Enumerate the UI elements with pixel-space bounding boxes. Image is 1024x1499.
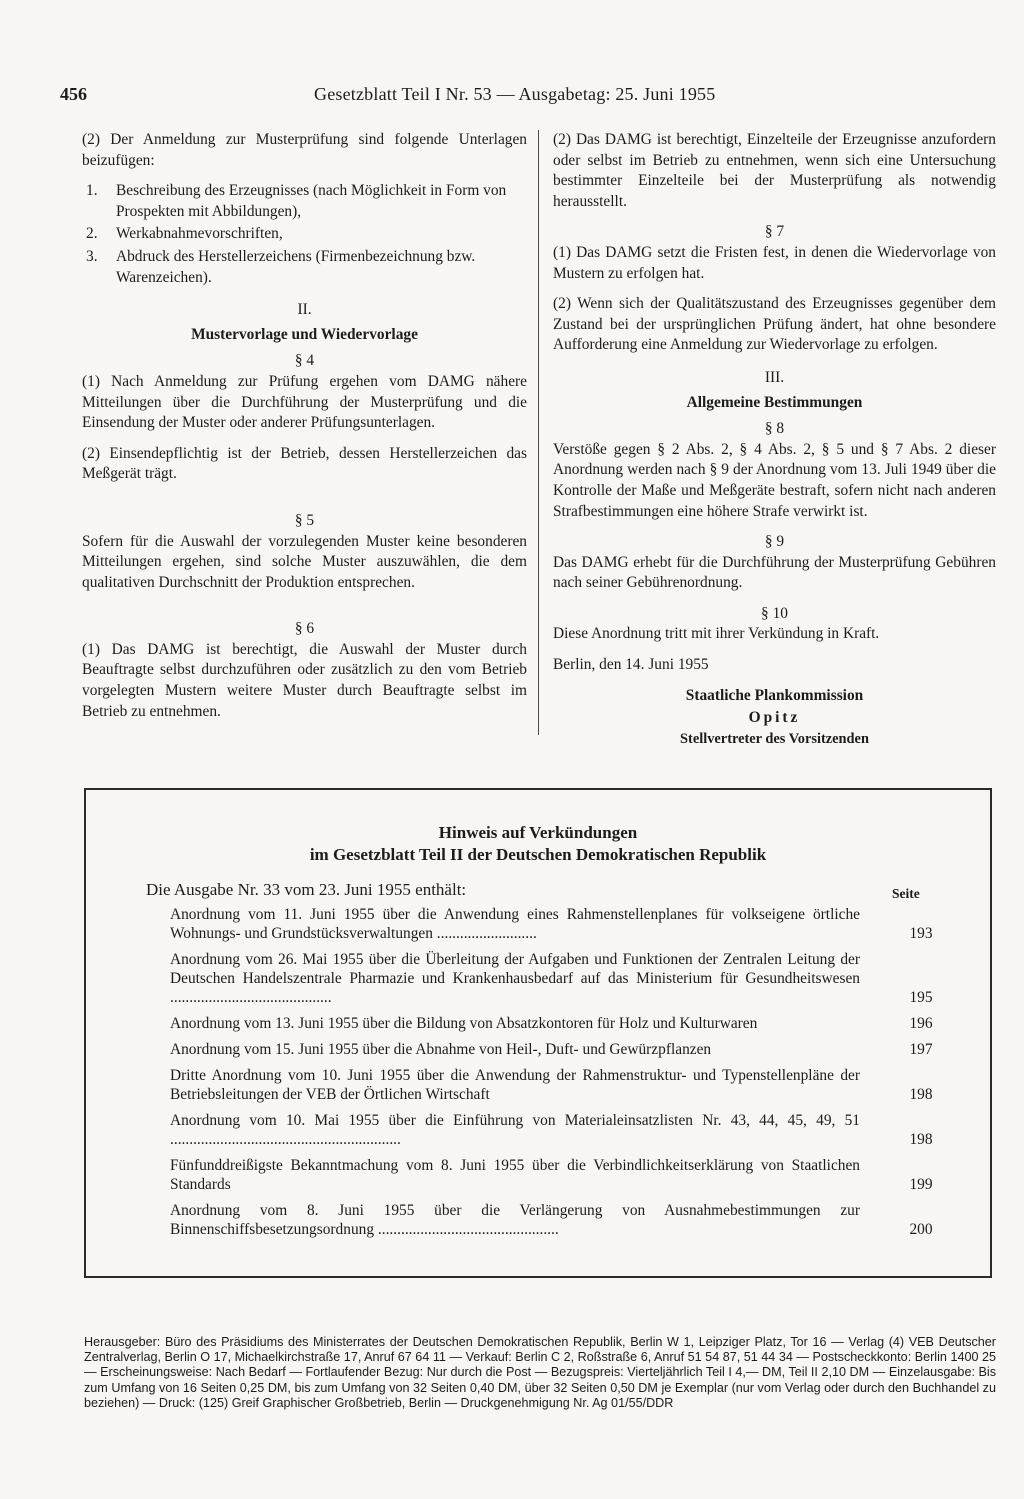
entry-page: 195 <box>909 989 933 1006</box>
notice-title-line-1: Hinweis auf Verkündungen <box>438 823 638 842</box>
paragraph: (2) Der Anmeldung zur Musterprüfung sind folgende Unterlagen beizufügen: <box>82 131 527 169</box>
paragraph-label: § 5 <box>294 511 315 529</box>
section-number: II. <box>297 301 312 319</box>
list-text: Werkabnahmevorschriften, <box>116 225 283 243</box>
notice-box <box>84 788 992 1278</box>
page-header <box>0 84 1024 108</box>
entry-text: Fünfunddreißigste Bekanntmachung vom 8. Juni 1955 über die Verbindlichkeitserklärung von Staatlichen Standards <box>170 1157 860 1193</box>
list-item <box>170 1040 982 1059</box>
paragraph: Diese Anordnung tritt mit ihrer Verkündung in Kraft. <box>553 625 880 643</box>
list-item <box>170 1066 982 1104</box>
paragraph-label: § 4 <box>294 352 315 370</box>
page-number: 456 <box>60 84 87 104</box>
paragraph-label: § 9 <box>764 533 785 551</box>
list-number: 3. <box>86 247 98 265</box>
paragraph: (2) Das DAMG ist berechtigt, Einzelteile der Erzeugnisse anzufordern oder selbst im Betrieb zu entnehmen, wenn sich eine Untersuchung bestimmter Einzelteile bei der Musterprüfung als notwendig herausstellt. <box>553 131 996 210</box>
paragraph: (1) Nach Anmeldung zur Prüfung ergehen vom DAMG nähere Mitteilungen über die Durchführung der Musterprüfung und die Einsendung der Muster oder anderer Prüfungsunterlagen. <box>82 372 527 432</box>
entry-page: 199 <box>909 1176 933 1193</box>
entry-page: 200 <box>909 1221 933 1238</box>
list-item <box>170 1201 982 1239</box>
entry-page: 197 <box>909 1041 933 1058</box>
section-title: Mustervorlage und Wiedervorlage <box>191 325 418 343</box>
list-item <box>170 1111 982 1149</box>
list-number: 2. <box>86 225 98 243</box>
paragraph-label: § 6 <box>294 620 315 638</box>
right-column <box>553 130 996 749</box>
entry-text: Anordnung vom 11. Juni 1955 über die Anwendung eines Rahmenstellenplanes für volkseigene örtliche Wohnungs- und Grundstücksverwaltungen .......................... <box>170 906 860 942</box>
running-head: Gesetzblatt Teil I Nr. 53 — Ausgabetag: 25. Juni 1955 <box>314 84 716 104</box>
page-column-label: Seite <box>892 886 920 901</box>
paragraph: Das DAMG erhebt für die Durchführung der Musterprüfung Gebühren nach seiner Gebührenordnung. <box>553 553 996 592</box>
entry-text: Anordnung vom 15. Juni 1955 über die Abnahme von Heil-, Duft- und Gewürzpflanzen <box>170 1041 712 1058</box>
notice-title-line-2: im Gesetzblatt Teil II der Deutschen Demokratischen Republik <box>309 845 767 864</box>
entry-text: Anordnung vom 10. Mai 1955 über die Einführung von Materialeinsatzlisten Nr. 43, 44, 45, 49, 51 ............................................................ <box>170 1112 860 1148</box>
paragraph: Sofern für die Auswahl der vorzulegenden Muster keine besonderen Mitteilungen ergehen, sind solche Muster auszuwählen, die dem qualitativen Durchschnitt der Produktion entsprechen. <box>82 532 527 591</box>
left-column <box>82 130 527 732</box>
list-text: Beschreibung des Erzeugnisses (nach Möglichkeit in Form von Prospekten mit Abbildungen), <box>116 182 507 220</box>
attachment-list <box>82 181 527 288</box>
entry-text: Anordnung vom 13. Juni 1955 über die Bildung von Absatzkontoren für Holz und Kulturwaren <box>170 1015 758 1032</box>
notice-title <box>86 822 990 866</box>
entry-page: 193 <box>909 925 933 942</box>
notice-intro: Die Ausgabe Nr. 33 vom 23. Juni 1955 enthält: <box>146 880 467 899</box>
entry-text: Anordnung vom 8. Juni 1955 über die Verlängerung von Ausnahmebestimmungen zur Binnenschiffsbesetzungsordnung ............................................... <box>170 1202 860 1238</box>
list-number: 1. <box>86 182 98 200</box>
list-text: Abdruck des Herstellerzeichens (Firmenbezeichnung bzw. Warenzeichen). <box>116 247 476 286</box>
entry-page: 198 <box>909 1131 933 1148</box>
paragraph: Verstöße gegen § 2 Abs. 2, § 4 Abs. 2, § 5 und § 7 Abs. 2 dieser Anordnung werden nach § 9 der Anordnung vom 13. Juli 1949 über die Kontrolle der Maße und Meßgeräte bestraft, sofern nicht nach anderen Strafbestimmungen eine höhere Strafe verwirkt ist. <box>553 440 996 520</box>
notice-entries <box>170 905 982 1246</box>
imprint: Herausgeber: Büro des Präsidiums des Ministerrates der Deutschen Demokratischen Republik, Berlin W 1, Leipziger Platz, Tor 16 — Verlag (4) VEB Deutscher Zentralverlag, Berlin O 17, Michaelkirchstraße 17, Anruf 67 64 11 — Verkauf: Berlin C 2, Roßstraße 6, Anruf 51 54 87, 51 44 34 — Postscheckkonto: Berlin 1400 25 — Erscheinungsweise: Nach Bedarf — Fortlaufender Bezug: Nur durch die Post — Bezugspreis: Vierteljährlich Teil I 4,— DM, Teil II 2,10 DM — Einzelausgabe: Bis zum Umfang von 16 Seiten 0,25 DM, bis zum Umfang von 32 Seiten 0,40 DM, über 32 Seiten 0,50 DM je Exemplar (nur vom Verlag oder durch den Buchhandel zu beziehen) — Druck: (125) Greif Graphischer Großbetrieb, Berlin — Druckgenehmigung Nr. Ag 01/55/DDR <box>84 1335 996 1410</box>
signature-name: Opitz <box>748 709 801 727</box>
list-item <box>170 905 982 943</box>
paragraph: (2) Einsendepflichtig ist der Betrieb, dessen Herstellerzeichen das Meßgerät trägt. <box>82 444 527 483</box>
list-item <box>170 1014 982 1033</box>
list-item <box>82 224 527 245</box>
signature-role: Stellvertreter des Vorsitzenden <box>680 730 869 747</box>
paragraph: (1) Das DAMG ist berechtigt, die Auswahl der Muster durch Beauftragte selbst durchzuführen oder zusätzlich zu den vom Betrieb vorgelegten Mustern weitere Muster durch Beauftragte selbst im Betrieb zu entnehmen. <box>82 640 527 720</box>
entry-page: 196 <box>909 1015 933 1032</box>
paragraph-label: § 8 <box>764 420 785 438</box>
paragraph-label: § 7 <box>764 223 785 241</box>
paragraph-label: § 10 <box>761 604 788 622</box>
paragraph: (2) Wenn sich der Qualitätszustand des Erzeugnisses gegenüber dem Zustand bei der ursprünglichen Prüfung ändert, hat ohne besondere Aufforderung eine Anmeldung zur Wiedervorlage zu erfolgen. <box>553 295 996 354</box>
list-item <box>170 950 982 1007</box>
entry-text: Anordnung vom 26. Mai 1955 über die Überleitung der Aufgaben und Funktionen der Zentralen Leitung der Deutschen Handelszentrale Pharmazie und Krankenhausbedarf auf das Ministerium für Gesundheitswesen .......................................... <box>170 951 860 1006</box>
column-divider <box>538 130 539 735</box>
entry-text: Dritte Anordnung vom 10. Juni 1955 über die Anwendung der Rahmenstruktur- und Typenstellenpläne der Betriebsleitungen der VEB der Örtlichen Wirtschaft <box>170 1067 860 1103</box>
list-item <box>170 1156 982 1194</box>
entry-page: 198 <box>909 1086 933 1103</box>
paragraph: (1) Das DAMG setzt die Fristen fest, in denen die Wiedervorlage von Mustern zu erfolgen hat. <box>553 243 996 282</box>
section-title: Allgemeine Bestimmungen <box>686 393 863 411</box>
signature-organization: Staatliche Plankommission <box>685 686 864 704</box>
list-item <box>82 247 527 288</box>
place-date: Berlin, den 14. Juni 1955 <box>553 656 709 674</box>
list-item <box>82 181 527 222</box>
section-number: III. <box>764 368 785 386</box>
